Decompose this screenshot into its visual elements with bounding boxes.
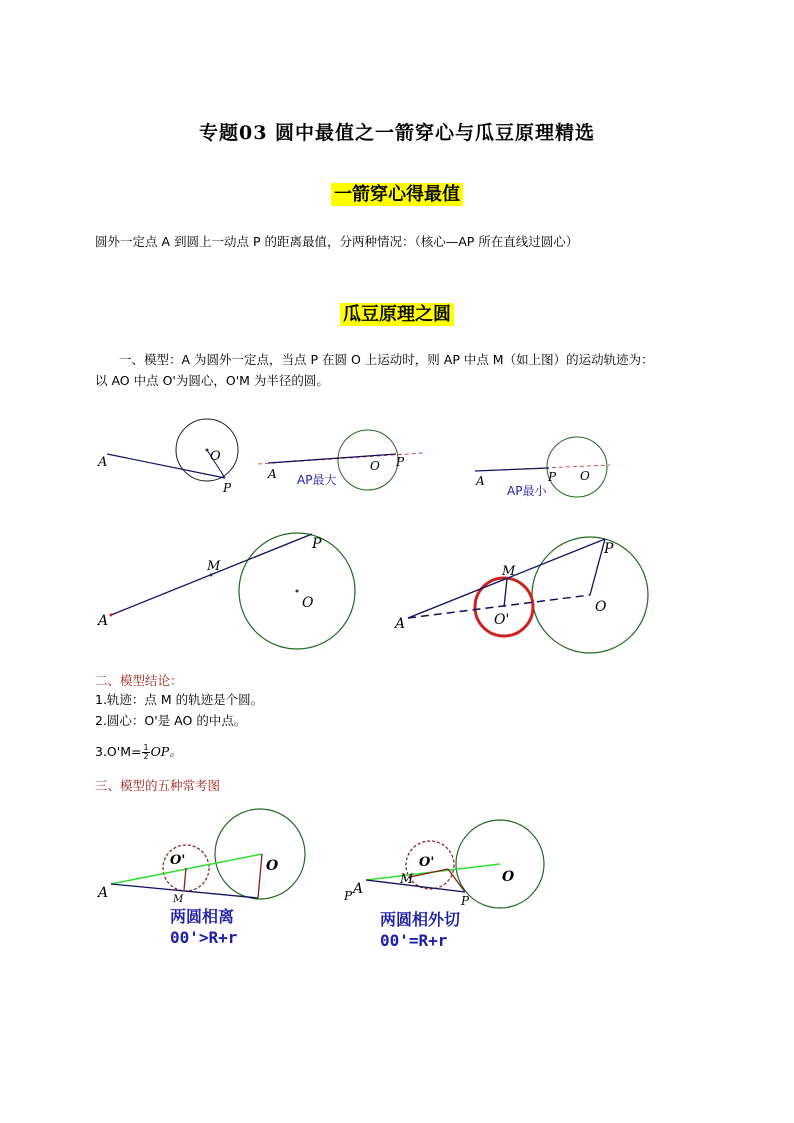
figure-3	[475, 437, 610, 498]
bottom-right-figure	[351, 820, 544, 908]
conclusion-item-3	[95, 742, 182, 762]
fig3-caption: AP最小	[507, 484, 547, 498]
section-heading-2-text: 瓜豆原理之圆	[340, 303, 454, 326]
fig1-label-O: O	[210, 449, 221, 464]
fig3-circle	[547, 437, 607, 497]
fraction-denominator: 2	[143, 751, 149, 761]
br-line-MOprime	[410, 869, 448, 877]
fig2-label-P: P	[396, 455, 405, 469]
bl-label-O: O	[266, 858, 279, 874]
br-label-A: A	[353, 881, 364, 897]
model-para-line2: 以 AO 中点 O'为圆心，O'M 为半径的圆。	[95, 373, 329, 388]
bl-label-M: M	[173, 894, 184, 905]
bl-label-P: P	[344, 889, 353, 903]
fig1-center-dot	[206, 449, 209, 452]
bl-label-Oprime: O'	[170, 853, 186, 868]
br-caption-1: 两圆相外切	[380, 910, 461, 929]
mid-right-label-M: M	[502, 564, 516, 579]
conclusion-item-2: 2.圆心：O'是 AO 的中点。	[95, 713, 247, 728]
figure-1	[97, 419, 238, 495]
fig1-line-AP	[107, 454, 225, 478]
model-para-line1: 一、模型：A 为圆外一定点，当点 P 在圆 O 上运动时，则 AP 中点 M（如上图）的运动轨迹为：	[119, 352, 654, 367]
mid-right-line-OprimeM	[504, 579, 507, 607]
bl-caption-2: 00'>R+r	[170, 928, 238, 947]
fraction-numerator: 1	[143, 742, 149, 752]
fig1-label-P: P	[223, 481, 232, 495]
fig2-label-O: O	[370, 459, 380, 473]
fig2-label-A: A	[268, 467, 277, 481]
section-heading-2	[0, 300, 794, 326]
conclusion-heading: 二、模型结论：	[95, 673, 183, 688]
mid-right-label-Oprime: O'	[494, 612, 510, 628]
fig3-label-A: A	[476, 474, 485, 488]
mid-left-label-A: A	[98, 613, 109, 629]
conclusion-fraction	[142, 744, 149, 761]
section1-intro: 圆外一定点 A 到圆上一动点 P 的距离最值，分两种情况：（核心—AP 所在直线过圆心）	[95, 234, 579, 249]
conclusion-item-1: 1.轨迹：点 M 的轨迹是个圆。	[95, 692, 264, 707]
bl-label-A: A	[98, 885, 109, 901]
fig2-caption: AP最大	[297, 473, 337, 487]
mid-right-label-O: O	[595, 599, 607, 615]
fig1-label-A: A	[98, 455, 108, 470]
bottom-figures	[90, 805, 560, 908]
bl-caption-1: 两圆相离	[170, 907, 235, 926]
br-line-AP	[366, 880, 465, 892]
section-heading-1-text: 一箭穿心得最值	[331, 183, 463, 206]
mid-left-label-M: M	[207, 559, 221, 574]
mid-right-label-P: P	[604, 541, 614, 557]
middle-figures	[90, 525, 670, 660]
conclusion-item-3-prefix: 3.O'M=	[95, 744, 142, 759]
page-title: 专题03 圆中最值之一箭穿心与瓜豆原理精选	[198, 122, 596, 144]
mid-left-label-O: O	[302, 595, 314, 611]
bl-line-OP	[258, 854, 262, 898]
mid-right-figure	[393, 537, 648, 653]
top-figures	[90, 408, 630, 508]
mid-right-label-A: A	[395, 616, 406, 632]
conclusion-item-3-suffix: OP。	[150, 744, 182, 759]
br-label-O: O	[502, 869, 515, 885]
five-models-heading: 三、模型的五种常考图	[95, 778, 221, 793]
fig3-line-AP	[475, 468, 549, 471]
fig2-circle	[338, 430, 398, 490]
mid-left-figure	[96, 533, 355, 649]
fig3-label-P: P	[548, 470, 557, 484]
br-label-Oprime: O'	[419, 855, 435, 870]
mid-left-A-dot	[110, 614, 113, 617]
figure-2	[258, 430, 423, 490]
br-label-P: P	[461, 894, 470, 908]
fig3-label-O: O	[580, 469, 590, 483]
bottom-left-figure	[96, 809, 305, 905]
br-label-M: M	[400, 872, 414, 887]
mid-left-label-P: P	[312, 536, 322, 552]
br-caption-2: 00'=R+r	[380, 931, 448, 950]
mid-left-O-dot	[296, 590, 299, 593]
section-heading-1	[0, 180, 794, 206]
bl-line-OprimeM	[184, 868, 186, 890]
mid-right-line-OP	[590, 539, 605, 595]
